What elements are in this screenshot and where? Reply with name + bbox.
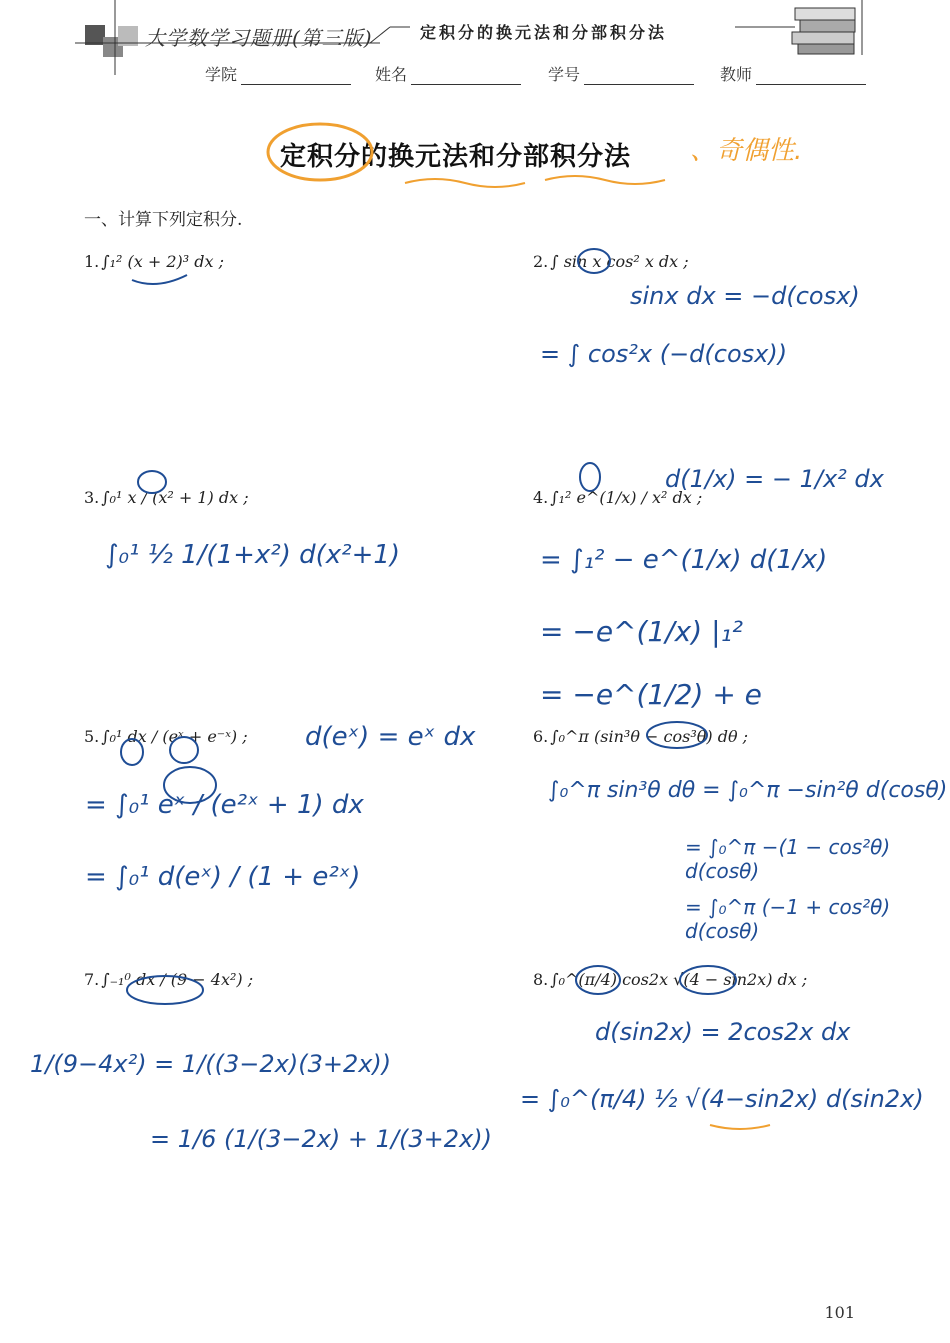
p3-circle — [138, 471, 166, 493]
hw-p8-line2: = ∫₀^(π/4) ½ √(4−sin2x) d(sin2x) — [520, 1085, 924, 1113]
title-underline-2 — [545, 176, 665, 184]
hw-p4-line2: = ∫₁² − e^(1/x) d(1/x) — [540, 545, 828, 575]
book-title: 大学数学习题册(第三版) — [145, 26, 373, 50]
field-student-id: 学号 — [548, 62, 694, 85]
p6-circle — [647, 722, 707, 748]
hw-p5-line2: = ∫₀¹ eˣ / (e²ˣ + 1) dx — [85, 790, 364, 820]
field-name: 姓名 — [375, 62, 521, 85]
header-topic: 定积分的换元法和分部积分法 — [420, 23, 668, 42]
hw-p5-line1: d(eˣ) = eˣ dx — [305, 722, 476, 752]
p8-circle-2 — [680, 966, 736, 994]
p8-circle-1 — [576, 966, 620, 994]
section-heading: 一、计算下列定积分. — [84, 210, 243, 230]
hw-p5-line3: = ∫₀¹ d(eˣ) / (1 + e²ˣ) — [85, 862, 361, 892]
p5-hw-circle — [164, 767, 216, 803]
p4-circle — [580, 463, 600, 491]
problem-2: 2. ∫ sin x cos² x dx ; — [533, 252, 689, 271]
hw-p4-line4: = −e^(1/2) + e — [540, 678, 762, 711]
problem-1: 1. ∫₁² (x + 2)³ dx ; — [84, 252, 225, 271]
page-title: 定积分的换元法和分部积分法 — [280, 142, 632, 172]
hw-p2-line1: sinx dx = −d(cosx) — [630, 282, 860, 310]
hw-p2-line2: = ∫ cos²x (−d(cosx)) — [540, 340, 788, 368]
field-teacher: 教师 — [720, 62, 866, 85]
problem-6: 6. ∫₀^π (sin³θ − cos³θ) dθ ; — [533, 727, 749, 746]
hw-p7-line1: 1/(9−4x²) = 1/((3−2x)(3+2x)) — [30, 1050, 392, 1078]
hw-p6-line2: = ∫₀^π −(1 − cos²θ) d(cosθ) — [685, 835, 891, 883]
problem-5: 5. ∫₀¹ dx / (eˣ + e⁻ˣ) ; — [84, 727, 248, 746]
hw-p6-line1: ∫₀^π sin³θ dθ = ∫₀^π −sin²θ d(cosθ) — [548, 778, 948, 803]
p8-hw-underline — [710, 1125, 770, 1129]
p7-circle — [127, 976, 203, 1004]
p1-underline — [132, 275, 187, 284]
p5-circle-1 — [121, 739, 143, 765]
hw-p3-line1: ∫₀¹ ½ 1/(1+x²) d(x²+1) — [105, 540, 401, 570]
page-number: 101 — [824, 1303, 855, 1322]
problem-4: 4. ∫₁² e^(1/x) / x² dx ; — [533, 488, 703, 507]
hw-p4-line1: d(1/x) = − 1/x² dx — [665, 465, 884, 493]
field-college: 学院 — [205, 62, 351, 85]
p5-circle-2 — [170, 737, 198, 763]
problem-8: 8. ∫₀^(π/4) cos2x √(4 − sin2x) dx ; — [533, 970, 808, 989]
p2-circle — [578, 249, 610, 273]
problem-3: 3. ∫₀¹ x / (x² + 1) dx ; — [84, 488, 249, 507]
hw-p4-line3: = −e^(1/x) |₁² — [540, 615, 743, 648]
problem-7: 7. ∫₋₁⁰ dx / (9 − 4x²) ; — [84, 970, 254, 989]
hw-p8-line1: d(sin2x) = 2cos2x dx — [595, 1018, 851, 1046]
hw-p6-line3: = ∫₀^π (−1 + cos²θ) d(cosθ) — [685, 895, 891, 943]
hw-p7-line2: = 1/6 (1/(3−2x) + 1/(3+2x)) — [150, 1125, 492, 1153]
title-circle — [268, 124, 372, 180]
title-annotation: 、奇偶性. — [690, 136, 803, 166]
title-underline-1 — [405, 179, 525, 187]
